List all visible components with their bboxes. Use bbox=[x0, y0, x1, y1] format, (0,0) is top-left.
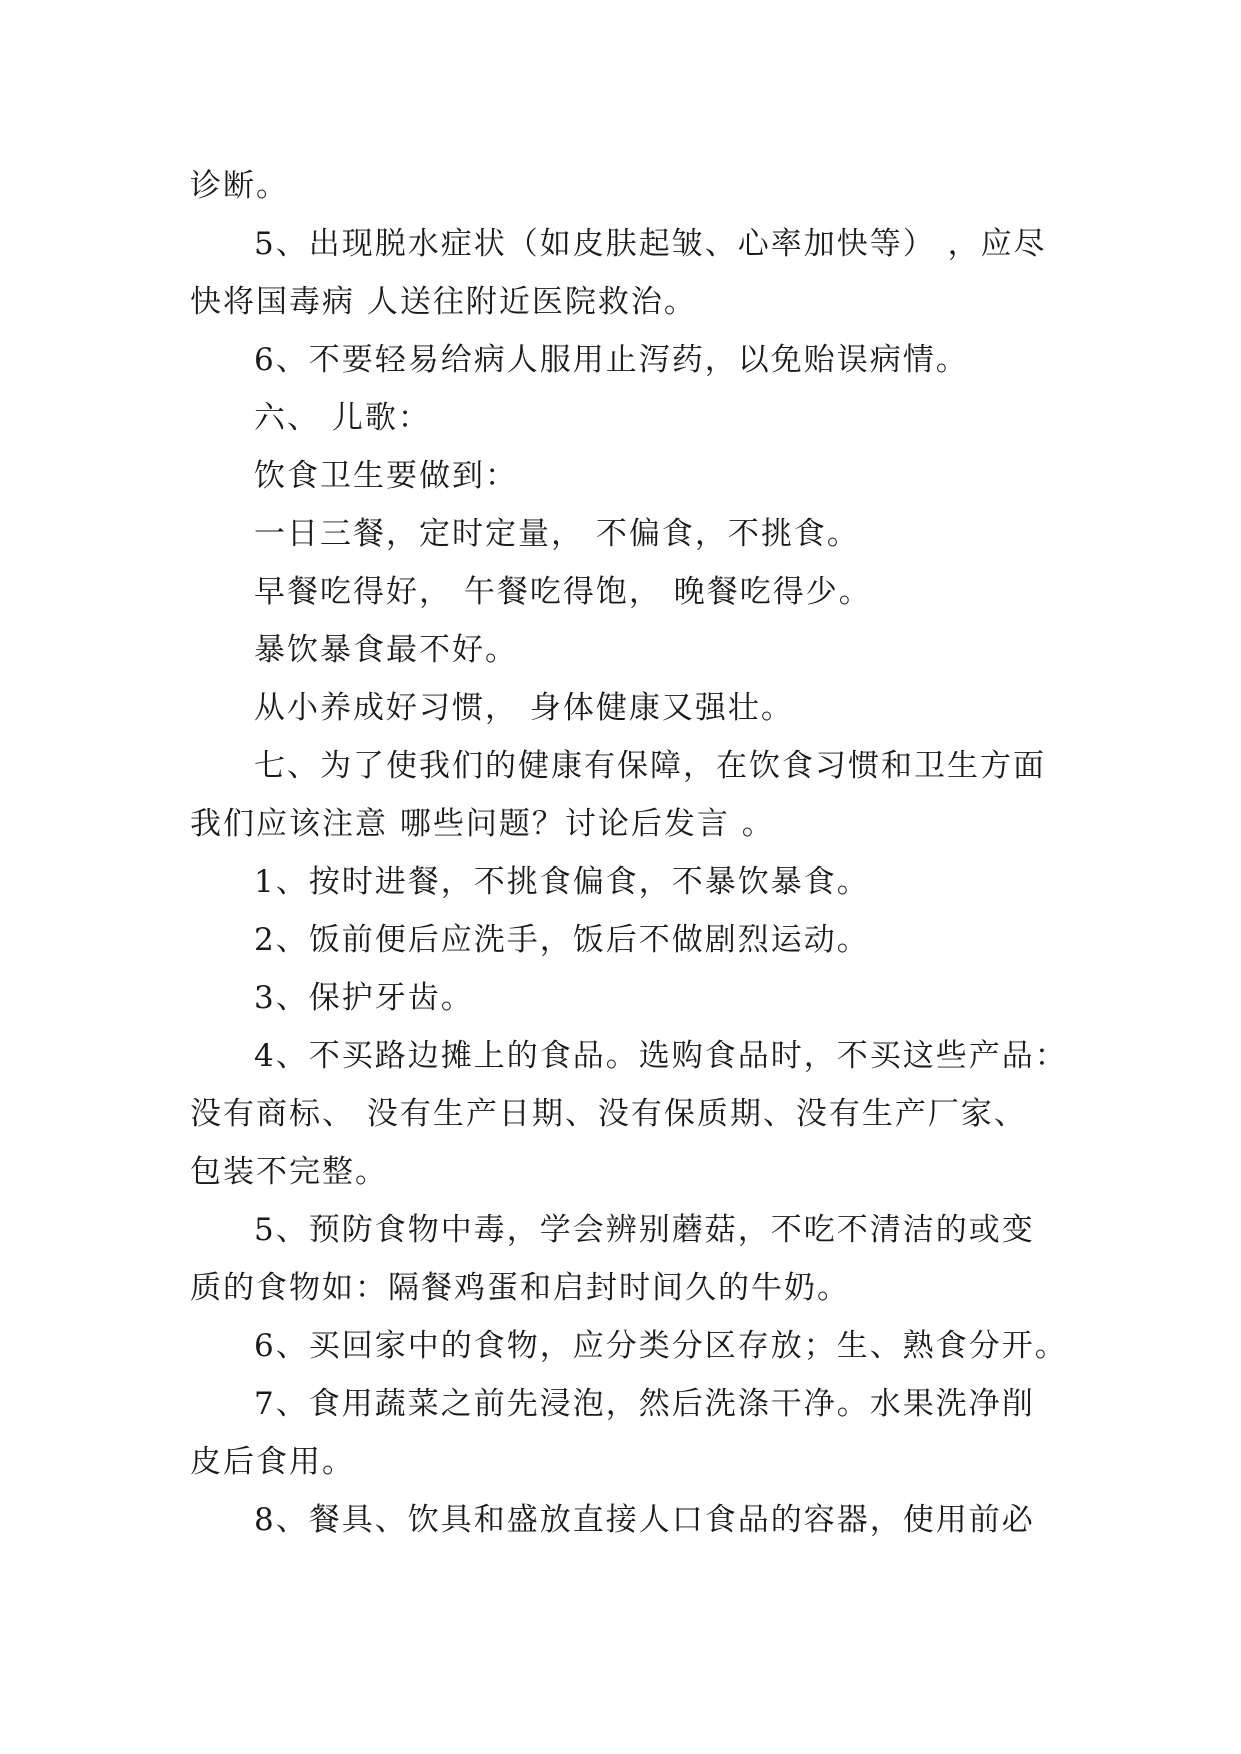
paragraph-line: 质的食物如：隔餐鸡蛋和启封时间久的牛奶。 bbox=[190, 1270, 850, 1306]
paragraph-line: 早餐吃得好， 午餐吃得饱， 晚餐吃得少。 bbox=[254, 574, 872, 610]
paragraph-line: 包装不完整。 bbox=[190, 1154, 388, 1190]
paragraph-line: 5、出现脱水症状（如皮肤起皱、心率加快等） ，应尽 bbox=[254, 226, 1047, 262]
paragraph-line: 6、不要轻易给病人服用止泻药，以免贻误病情。 bbox=[254, 342, 969, 378]
paragraph-line: 皮后食用。 bbox=[190, 1444, 355, 1480]
paragraph-line: 4、不买路边摊上的食品。选购食品时，不买这些产品： bbox=[254, 1038, 1068, 1074]
paragraph-line: 8、餐具、饮具和盛放直接人口食品的容器，使用前必 bbox=[254, 1502, 1035, 1538]
paragraph-line: 5、预防食物中毒，学会辨别蘑菇，不吃不清洁的或变 bbox=[254, 1212, 1035, 1248]
paragraph-line: 从小养成好习惯， 身体健康又强壮。 bbox=[254, 690, 794, 726]
paragraph-line: 3、保护牙齿。 bbox=[254, 980, 474, 1016]
paragraph-line: 2、饭前便后应洗手，饭后不做剧烈运动。 bbox=[254, 922, 870, 958]
paragraph-line: 快将国毒病 人送往附近医院救治。 bbox=[190, 284, 697, 320]
paragraph-line: 6、买回家中的食物，应分类分区存放；生、熟食分开。 bbox=[254, 1328, 1068, 1364]
paragraph-line: 没有商标、 没有生产日期、没有保质期、没有生产厂家、 bbox=[190, 1096, 1027, 1132]
paragraph-line: 暴饮暴食最不好。 bbox=[254, 632, 518, 668]
section-heading: 七、为了使我们的健康有保障，在饮食习惯和卫生方面 bbox=[254, 748, 1046, 784]
paragraph-line: 1、按时进餐，不挑食偏食，不暴饮暴食。 bbox=[254, 864, 870, 900]
paragraph-line: 一日三餐，定时定量， 不偏食，不挑食。 bbox=[254, 516, 860, 552]
document-body bbox=[190, 157, 1068, 1549]
paragraph-line: 我们应该注意 哪些问题？讨论后发言 。 bbox=[190, 806, 775, 842]
section-heading: 六、 儿歌： bbox=[254, 400, 431, 436]
paragraph-line: 7、食用蔬菜之前先浸泡，然后洗涤干净。水果洗净削 bbox=[254, 1386, 1035, 1422]
paragraph-line: 饮食卫生要做到： bbox=[254, 458, 518, 494]
paragraph-line: 诊断。 bbox=[190, 168, 289, 204]
